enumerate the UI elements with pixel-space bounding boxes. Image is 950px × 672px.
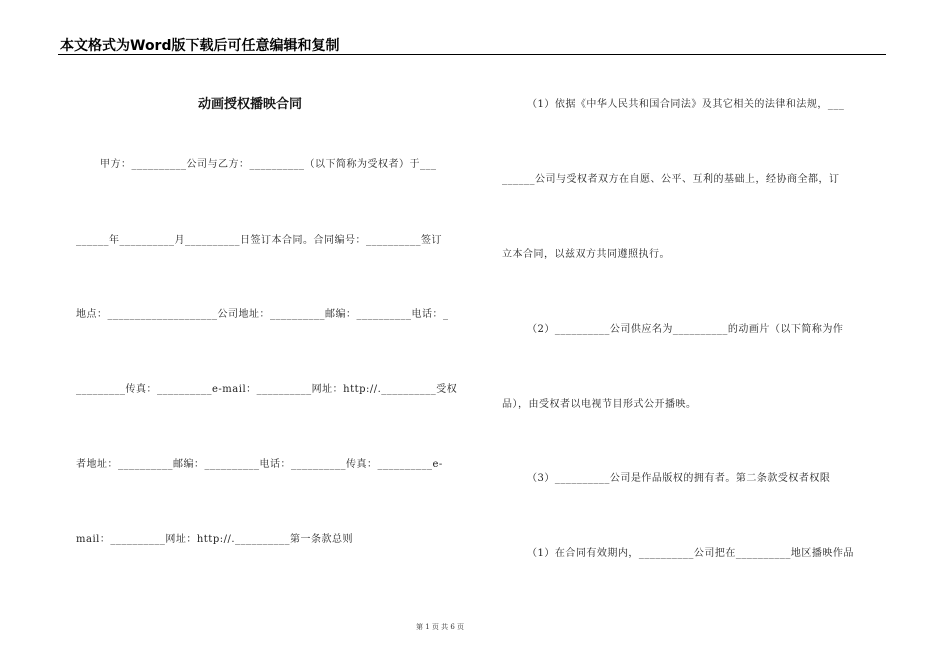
left-line-4: _________传真：__________e-mail：__________网址：http://.__________受权 [76, 384, 458, 395]
document-header [58, 36, 886, 55]
header-title: 本文格式为Word版下载后可任意编辑和复制 [60, 38, 340, 54]
document-title: 动画授权播映合同 [197, 97, 302, 112]
right-line-4: （2）__________公司供应名为__________的动画片（以下简称为作 [527, 324, 844, 335]
right-line-3: 立本合同，以兹双方共同遵照执行。 [502, 249, 670, 260]
left-line-1: 甲方：__________公司与乙方：__________（以下简称为受权者）于___ [100, 159, 437, 170]
page-footer: 第 1 页 共 6 页 [415, 623, 465, 631]
right-line-7: （1）在合同有效期内，__________公司把在__________地区播映作品 [527, 548, 854, 559]
left-line-3: 地点：____________________公司地址：__________邮编：__________电话：_ [76, 309, 449, 320]
left-line-6: mail：__________网址：http://.__________第一条款总则 [76, 534, 354, 545]
left-line-2: ______年__________月__________日签订本合同。合同编号：__________签订 [76, 235, 442, 246]
right-line-6: （3）__________公司是作品版权的拥有者。第二条款受权者权限 [527, 473, 831, 484]
left-line-5: 者地址：__________邮编：__________电话：__________传真：__________e- [76, 459, 443, 470]
right-line-5: 品），由受权者以电视节目形式公开播映。 [502, 399, 697, 410]
right-line-2: ______公司与受权者双方在自愿、公平、互利的基础上，经协商全都，订 [502, 174, 840, 185]
right-line-1: （1）依据《中华人民共和国合同法》及其它相关的法律和法规，___ [527, 99, 845, 110]
